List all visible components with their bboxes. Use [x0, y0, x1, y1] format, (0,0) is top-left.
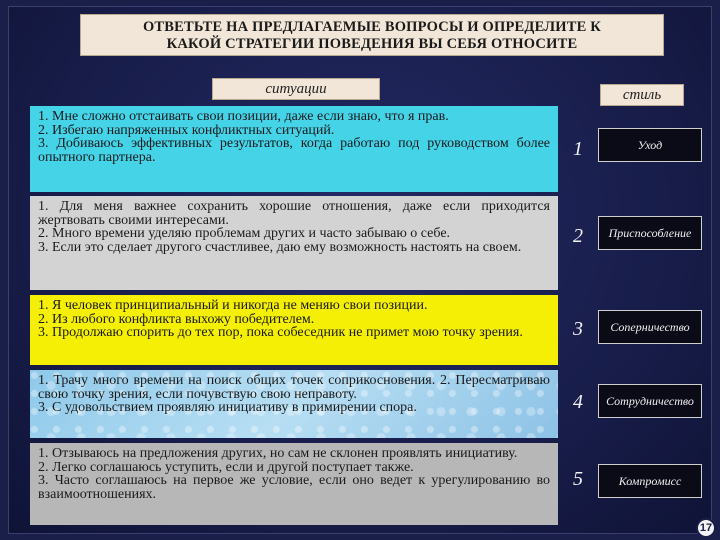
situation-item: 2. Избегаю напряженных конфликтных ситуаций.: [38, 122, 335, 138]
style-label-3: Соперничество: [598, 310, 702, 344]
situation-row-1: [30, 106, 558, 192]
situation-item: 3. Добиваюсь эффективных результатов, когда работаю под руководством более опытного партнера.: [38, 136, 550, 165]
situation-item: 2. Много времени уделяю проблемам других и часто забываю о себе.: [38, 226, 451, 241]
situation-item: 1. Я человек принципиальный и никогда не меняю свои позиции.: [38, 298, 428, 313]
style-header: стиль: [600, 84, 684, 106]
row-number-3: 3: [573, 318, 583, 340]
situation-item: 1. Трачу много времени на поиск общих точек соприкосновения. 2. Пересматриваю свою точку зрения, если почувствую свою неправоту.: [38, 373, 550, 402]
row-number-5: 5: [573, 468, 583, 490]
situation-item: 3. Продолжаю спорить до тех пор, пока собеседник не примет мою точку зрения.: [38, 325, 523, 340]
situations-header: ситуации: [212, 78, 380, 100]
page-number-badge: 17: [696, 518, 716, 538]
row-number-4: 4: [573, 391, 583, 413]
situation-row-4: [30, 370, 558, 438]
situation-item: 2. Легко соглашаюсь уступить, если и другой поступает также.: [38, 459, 414, 475]
style-label-1: Уход: [598, 128, 702, 162]
situation-row-5: [30, 443, 558, 525]
row-number-1: 1: [573, 138, 583, 160]
title-line-1: ОТВЕТЬТЕ НА ПРЕДЛАГАЕМЫЕ ВОПРОСЫ И ОПРЕДЕЛИТЕ К: [142, 19, 602, 35]
situation-item: 3. С удовольствием проявляю инициативу в примирении спора.: [38, 400, 417, 415]
situation-item: 2. Из любого конфликта выхожу победителем.: [38, 311, 315, 327]
situation-item: 1. Отзываюсь на предложения других, но сам не склонен проявлять инициативу.: [38, 446, 518, 461]
situation-item: 1. Мне сложно отстаивать свои позиции, даже если знаю, что я прав.: [38, 109, 449, 124]
style-label-2: Приспособление: [598, 216, 702, 250]
situation-item: 3. Часто соглашаюсь на первое же условие, если оно ведет к урегулированию во взаимоотношениях.: [38, 473, 550, 502]
situation-row-3: [30, 295, 558, 365]
situation-row-2: [30, 196, 558, 290]
row-number-2: 2: [573, 225, 583, 247]
style-label-5: Компромисс: [598, 464, 702, 498]
slide-title: [80, 14, 664, 56]
situation-item: 1. Для меня важнее сохранить хорошие отношения, даже если приходится жертвовать своими интересами.: [38, 199, 550, 228]
title-line-2: КАКОЙ СТРАТЕГИИ ПОВЕДЕНИЯ ВЫ СЕБЯ ОТНОСИТЕ: [166, 36, 578, 52]
situation-item: 3. Если это сделает другого счастливее, даю ему возможность настоять на своем.: [38, 239, 522, 255]
style-label-4: Сотрудничество: [598, 384, 702, 418]
